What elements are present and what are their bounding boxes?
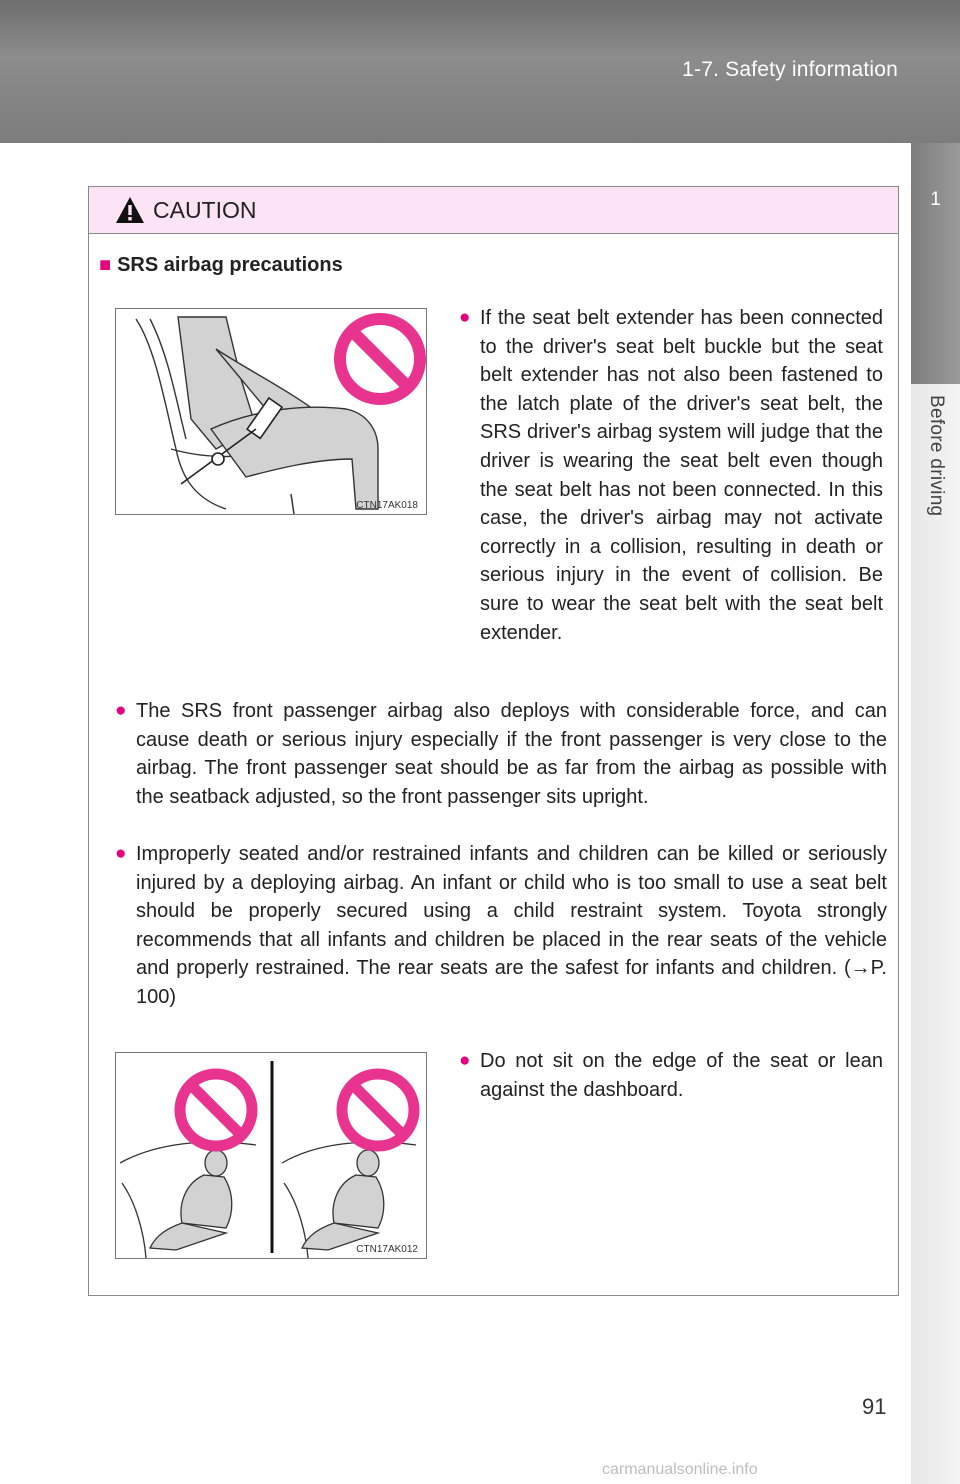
dashboard-lean-figure: [115, 1052, 427, 1259]
bullet-text: Improperly seated and/or restrained infants and children can be killed or seriously injured by a deploying airbag. An infant or child who is too small to use a seat belt should be properly secured using a child restraint system. Toyota strongly recommends that all infants and children be placed in the rear seats of the vehicle and properly restrained. The rear seats are the safest for infants and children. (→P. 100): [136, 843, 887, 1008]
bullet-dot-icon: ●: [115, 843, 127, 864]
bullet-text: Do not sit on the edge of the seat or lean against the dashboard.: [480, 1050, 883, 1101]
subsection-heading: [99, 254, 343, 277]
caution-box: [88, 186, 899, 1296]
seat-belt-extender-figure: [115, 308, 427, 515]
header-band: [0, 0, 960, 143]
caution-header: [89, 187, 898, 234]
square-bullet-icon: ■: [99, 254, 112, 276]
figure-code: CTN17AK018: [356, 500, 418, 511]
figure-code: CTN17AK012: [356, 1244, 418, 1255]
bullet-passenger-airbag: [115, 697, 887, 811]
prohibition-icon: [180, 1074, 252, 1146]
bullet-text: The SRS front passenger airbag also deploys with considerable force, and can cause death or serious injury especially if the front passenger is very close to the airbag. The front passenger seat should be as far from the airbag as possible with the seatback adjusted, so the front passenger sits upright.: [136, 700, 887, 808]
chapter-number: 1: [930, 189, 941, 210]
warning-triangle-icon: [115, 196, 145, 224]
bullet-text: If the seat belt extender has been connected to the driver's seat belt buckle but the seat belt extender has not also been fastened to the latch plate of the driver's seat belt, the SRS driver's airbag system will judge that the driver is wearing the seat belt even though the seat belt has not been connected. In this case, the driver's airbag may not activate correctly in a collision, resulting in death or serious injury in the event of collision. Be sure to wear the seat belt with the seat belt extender.: [480, 307, 883, 644]
watermark: carmanualsonline.info: [602, 1461, 758, 1478]
section-title: 1-7. Safety information: [682, 58, 898, 81]
bullet-children: [115, 840, 887, 1012]
side-band: [911, 384, 960, 1484]
bullet-seat-belt-extender: [459, 304, 883, 647]
seated-driver-illustration: [116, 309, 426, 514]
subsection-heading-text: SRS airbag precautions: [117, 254, 343, 276]
prohibition-icon: [342, 1074, 414, 1146]
prohibition-icon: [340, 319, 420, 399]
chapter-tab: [911, 143, 960, 384]
improper-seating-illustration: [116, 1053, 426, 1258]
bullet-dot-icon: ●: [459, 1050, 471, 1071]
page-number: 91: [862, 1394, 887, 1419]
bullet-edge-of-seat: [459, 1047, 883, 1104]
bullet-dot-icon: ●: [459, 307, 471, 328]
caution-title: CAUTION: [153, 196, 257, 223]
chapter-label: Before driving: [926, 395, 947, 517]
bullet-dot-icon: ●: [115, 700, 127, 721]
